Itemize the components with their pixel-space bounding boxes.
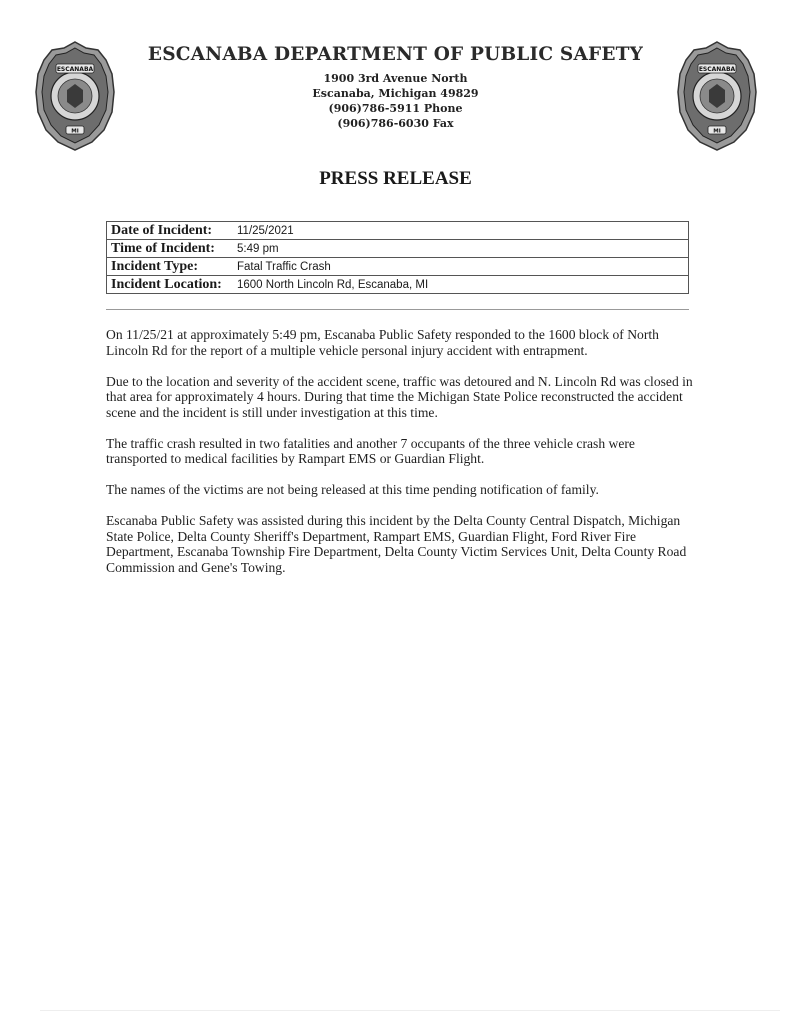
svg-text:ESCANABA: ESCANABA (56, 66, 94, 73)
table-row (107, 240, 689, 258)
page-title: PRESS RELEASE (319, 168, 472, 189)
svg-text:MI: MI (71, 128, 79, 135)
incident-details-table (106, 221, 689, 294)
incident-time-label: Time of Incident: (107, 240, 234, 258)
svg-text:ESCANABA: ESCANABA (698, 66, 736, 73)
incident-type-value: Fatal Traffic Crash (233, 258, 689, 276)
fax-number: (906)786-6030 Fax (337, 117, 454, 130)
press-release-body (106, 327, 696, 591)
incident-time-value: 5:49 pm (233, 240, 689, 258)
address-city: Escanaba, Michigan 49829 (312, 87, 479, 100)
table-row (107, 258, 689, 276)
organization-name: ESCANABA DEPARTMENT OF PUBLIC SAFETY (147, 44, 644, 65)
address-street: 1900 3rd Avenue North (323, 72, 468, 85)
paragraph-road-closure: Due to the location and severity of the accident scene, traffic was detoured and N. Lincoln Rd was closed in that area for approximately 4 hours. During that time the Michigan State Police reconstructed the accident scene and the incident is still under investigation at this time. (106, 373, 693, 420)
incident-date-label: Date of Incident: (107, 222, 234, 240)
incident-location-value: 1600 North Lincoln Rd, Escanaba, MI (233, 276, 689, 294)
phone-number: (906)786-5911 Phone (328, 102, 463, 115)
section-divider (106, 309, 689, 310)
incident-type-label: Incident Type: (107, 258, 234, 276)
table-row (107, 222, 689, 240)
incident-location-label: Incident Location: (107, 276, 234, 294)
page-bottom-edge (40, 1010, 780, 1011)
letterhead-address (0, 71, 791, 131)
paragraph-response: On 11/25/21 at approximately 5:49 pm, Escanaba Public Safety responded to the 1600 block of North Lincoln Rd for the report of a multiple vehicle personal injury accident with entrapment. (106, 327, 659, 358)
paragraph-casualties: The traffic crash resulted in two fatalities and another 7 occupants of the three vehicle crash were transported to medical facilities by Rampart EMS or Guardian Flight. (106, 435, 635, 466)
paragraph-victim-names: The names of the victims are not being released at this time pending notification of family. (106, 482, 599, 497)
table-row (107, 276, 689, 294)
paragraph-assisting-agencies: Escanaba Public Safety was assisted during this incident by the Delta County Central Dispatch, Michigan State Police, Delta County Sheriff's Department, Rampart EMS, Guardian Flight, Ford River Fire Department, Escanaba Township Fire Department, Delta County Victim Services Unit, Delta County Road Commission and Gene's Towing. (106, 513, 687, 575)
svg-text:MI: MI (713, 128, 721, 135)
incident-date-value: 11/25/2021 (233, 222, 689, 240)
